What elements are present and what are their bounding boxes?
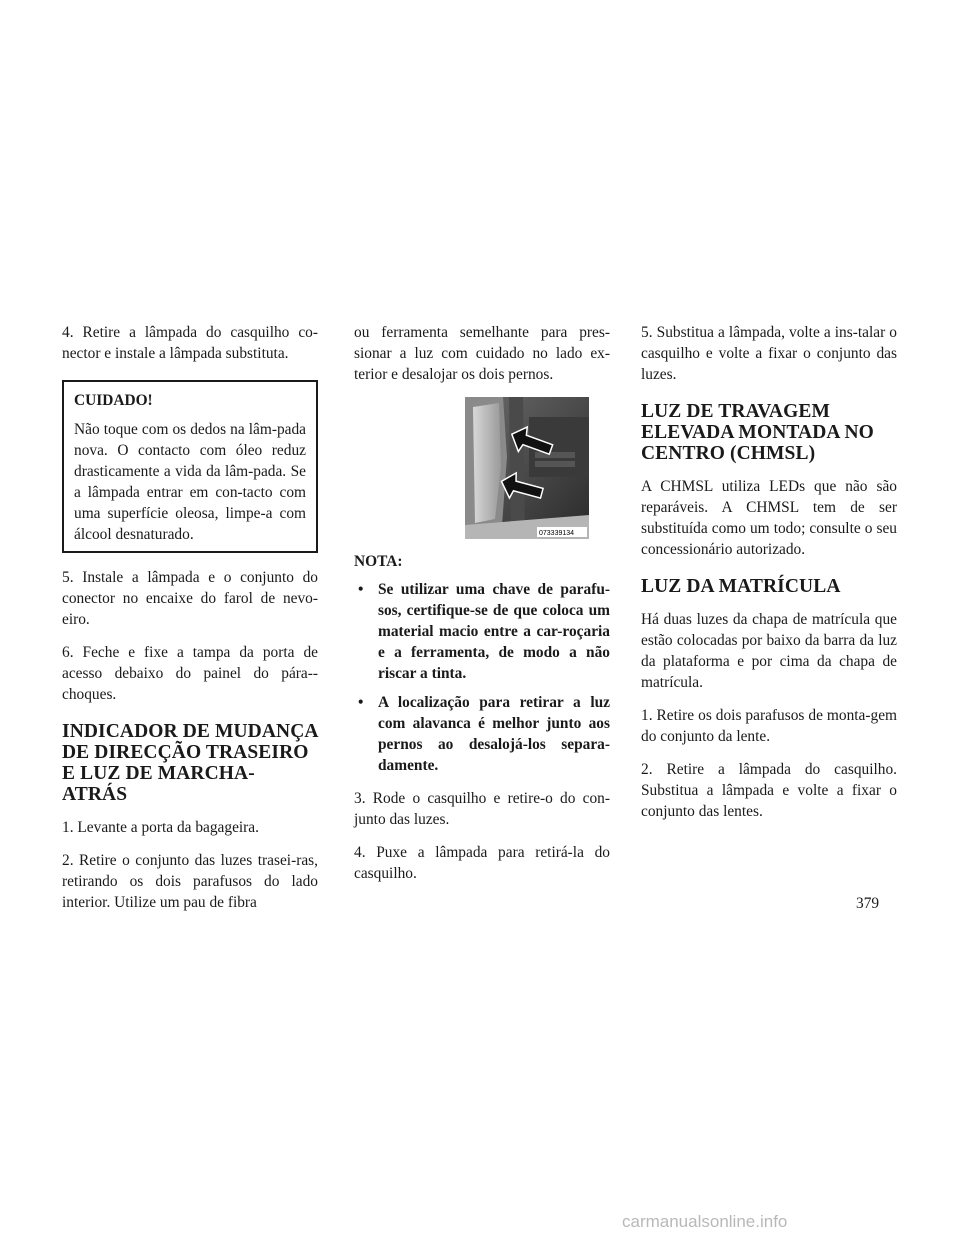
column-3 [641, 322, 897, 834]
watermark: carmanualsonline.info [622, 1212, 788, 1231]
page-number: 379 [856, 895, 880, 912]
chmsl-text: A CHMSL utiliza LEDs que não são reparáveis. A CHMSL tem de ser substituída como um todo; consulte o seu concessionário autorizado. [641, 478, 897, 558]
step-4-remove-bulb: 4. Retire a lâmpada do casquilho co-nector e instale a lâmpada substituta. [62, 324, 318, 362]
step-5-replace-bulb: 5. Substitua a lâmpada, volte a ins-talar o casquilho e volte a fixar o conjunto das luzes. [641, 324, 897, 383]
license-lamp-text: Há duas luzes da chapa de matrícula que estão colocadas por baixo da barra da luz da plataforma e por cima da chapa de matrícula. [641, 611, 897, 691]
note-bullet: • Se utilizar uma chave de parafu-sos, certifique-se de que coloca um material macio entre a car-roçaria e a ferramenta, de modo a não riscar a tinta. [354, 579, 610, 684]
heading-rear-turn-signal: INDICADOR DE MUDANÇA DE DIRECÇÃO TRASEIRO E LUZ DE MARCHA-ATRÁS [62, 721, 318, 805]
step-4-pull-bulb: 4. Puxe a lâmpada para retirá-la do casquilho. [354, 844, 610, 882]
step-1-lift-liftgate: 1. Levante a porta da bagageira. [62, 819, 259, 836]
tail-lamp-illustration [465, 397, 589, 539]
heading-chmsl: LUZ DE TRAVAGEM ELEVADA MONTADA NO CENTRO (CHMSL) [641, 401, 874, 464]
note-bullet: • A localização para retirar a luz com alavanca é melhor junto aos pernos ao desalojá-los separa-damente. [354, 692, 610, 776]
step-2-remove-tail-lamp: 2. Retire o conjunto das luzes trasei-ras, retirando os dois parafusos do lado interior. Utilize um pau de fibra [62, 852, 318, 911]
column-2 [354, 322, 610, 896]
figure-code: 073339134 [539, 530, 575, 537]
step-6-close-cover: 6. Feche e fixe a tampa da porta de acesso debaixo do painel do pára--choques. [62, 644, 318, 703]
caution-box [62, 380, 318, 553]
tail-lamp-photo [465, 397, 589, 539]
note-title: NOTA: [354, 553, 403, 570]
column-1 [62, 322, 318, 925]
step-2-continuation: ou ferramenta semelhante para pres-sionar a luz com cuidado no lado ex-terior e desalojar os dois pernos. [354, 324, 610, 383]
caution-title: CUIDADO! [74, 392, 153, 409]
step-5-install-bulb: 5. Instale a lâmpada e o conjunto do conector no encaixe do farol de nevo-eiro. [62, 569, 318, 628]
note-bullets [354, 579, 610, 776]
step-2-replace-bulb: 2. Retire a lâmpada do casquilho. Substitua a lâmpada e volte a fixar o conjunto das lentes. [641, 761, 897, 820]
caution-text: Não toque com os dedos na lâm-pada nova. O contacto com óleo reduz drasticamente a vida da lâm-pada. Se a lâmpada entrar em con-tacto com uma superfície oleosa, limpe-a com álcool desnaturado. [74, 421, 306, 543]
step-3-rotate-socket: 3. Rode o casquilho e retire-o do con-junto das luzes. [354, 790, 610, 828]
heading-license-lamp: LUZ DA MATRÍCULA [641, 576, 841, 597]
step-1-remove-screws: 1. Retire os dois parafusos de monta-gem do conjunto da lente. [641, 707, 897, 745]
